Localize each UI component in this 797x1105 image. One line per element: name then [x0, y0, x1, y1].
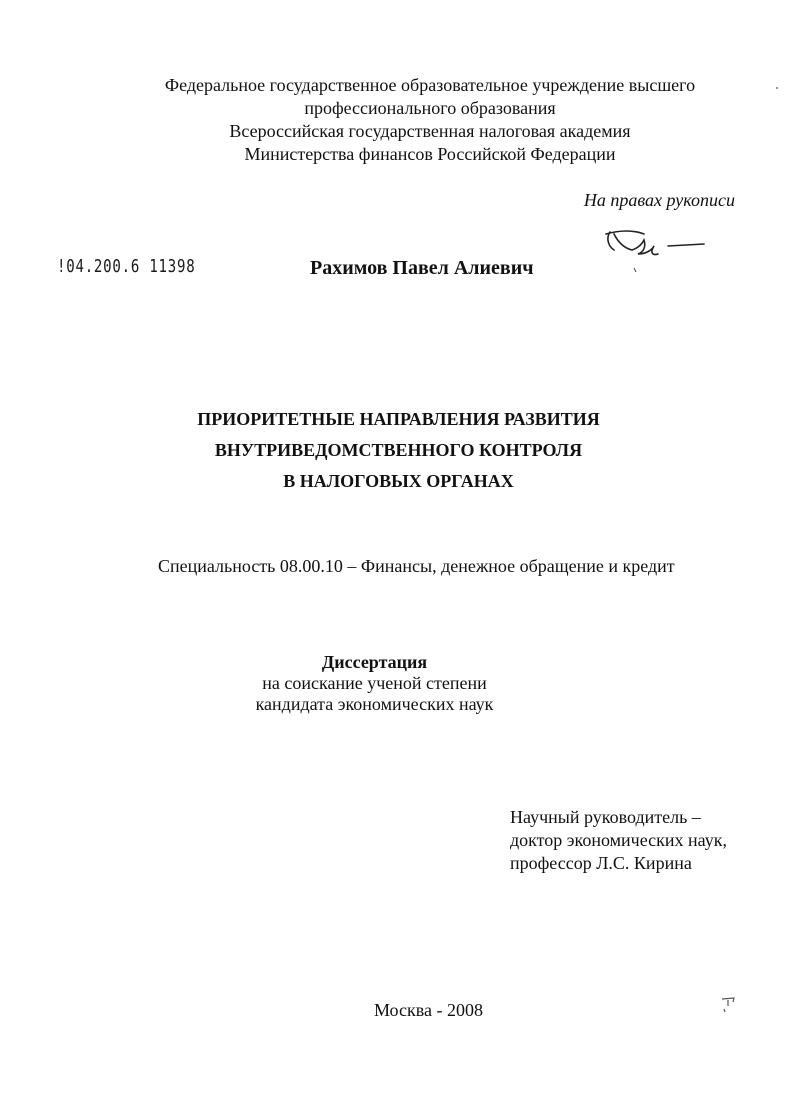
- supervisor-line: Научный руководитель –: [510, 807, 701, 827]
- institution-header: [130, 74, 730, 166]
- scan-speck-icon: [775, 86, 779, 90]
- institution-line: Министерства финансов Российской Федерации: [244, 144, 616, 164]
- title-line: ВНУТРИВЕДОМСТВЕННОГО КОНТРОЛЯ: [214, 440, 583, 460]
- degree-block: [0, 652, 797, 715]
- supervisor-block: [510, 806, 727, 875]
- specialty-line: Специальность 08.00.10 – Финансы, денежное обращение и кредит: [158, 556, 675, 576]
- supervisor-line: доктор экономических наук,: [510, 830, 727, 850]
- city-year: [0, 1000, 797, 1021]
- title-line: В НАЛОГОВЫХ ОРГАНАХ: [283, 471, 514, 491]
- degree-line: кандидата экономических наук: [255, 694, 494, 714]
- city-year-text: Москва - 2008: [374, 1000, 483, 1020]
- dissertation-title: [0, 404, 797, 497]
- supervisor-line: профессор Л.С. Кирина: [510, 853, 692, 873]
- degree-label: Диссертация: [321, 652, 428, 672]
- institution-line: профессионального образования: [304, 98, 556, 118]
- degree-line: на соискание ученой степени: [262, 673, 487, 693]
- manuscript-note: На правах рукописи: [583, 190, 735, 210]
- institution-line: Федеральное государственное образовательное учреждение высшего: [164, 75, 696, 95]
- archive-stamp: !04.200.6 11398: [57, 256, 196, 277]
- title-line: ПРИОРИТЕТНЫЕ НАПРАВЛЕНИЯ РАЗВИТИЯ: [197, 409, 600, 429]
- scan-mark-icon: [718, 994, 740, 1016]
- signature-icon: [600, 224, 710, 284]
- author-name: Рахимов Павел Алиевич: [310, 257, 534, 279]
- institution-line: Всероссийская государственная налоговая академия: [229, 121, 631, 141]
